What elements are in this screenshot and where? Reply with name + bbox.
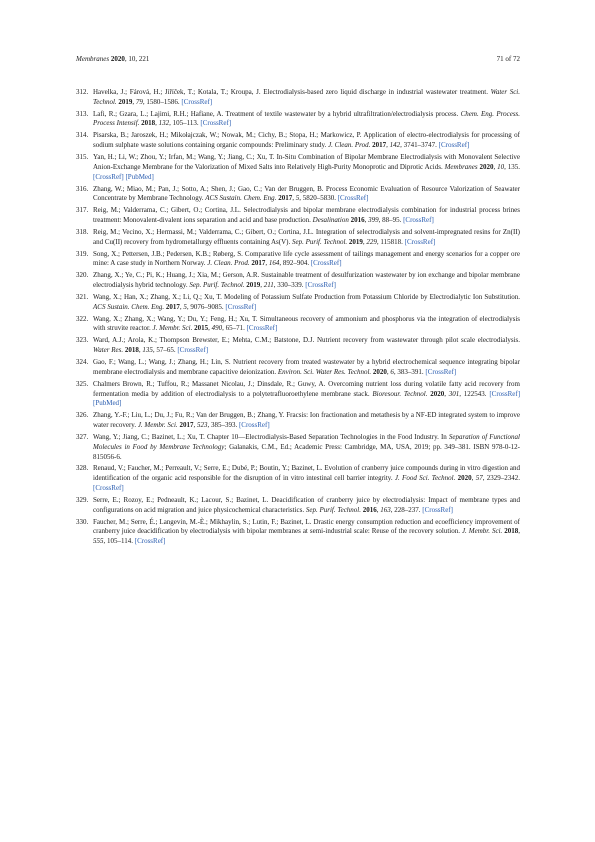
reference-year: 2017 xyxy=(179,421,194,430)
reference-item: 314. Pisarska, B.; Jaroszek, H.; Mikołajczak, W.; Nowak, M.; Cichy, B.; Stopa, H.; Markowicz, P. Application of electro-electrodialysis for processing of sodium sulphate waste solutions containing organic compounds: Preliminary study. J. Clean. Prod. 2017, 142, 3741–3747. [CrossRef] xyxy=(76,131,520,150)
reference-volume: 211 xyxy=(263,281,274,290)
reference-journal: ACS Sustain. Chem. Eng. xyxy=(205,194,277,203)
crossref-link[interactable]: [CrossRef] xyxy=(238,421,270,430)
reference-journal: Water Sci. Technol. xyxy=(93,88,521,106)
reference-item: 330. Faucher, M.; Serre, É.; Langevin, M.-È.; Mikhaylin, S.; Lutin, F.; Bazinet, L. Drastic energy consumption reduction and ecoefficiency improvement of cranberry juice deacidification by electrodialysis with bipolar membranes at semi-industrial scale: Reuse of the recovery solution. J. Membr. Sci. 2018, 555, 105–114. [CrossRef] xyxy=(76,517,520,546)
reference-number: 326. xyxy=(76,411,89,420)
reference-authors-title: Havelka, J.; Fárová, H.; Jiříček, T.; Kotala, T.; Kroupa, J. Electrodialysis-based zero liquid discharge in industrial wastewater treatment. xyxy=(93,88,488,96)
reference-journal: J. Clean. Prod. xyxy=(207,259,250,268)
reference-number: 324. xyxy=(76,358,89,367)
reference-pages: , 385–393. xyxy=(207,421,238,430)
reference-pages: , 88–95. xyxy=(378,216,402,225)
reference-number: 316. xyxy=(76,184,89,193)
reference-item: 325. Chalmers Brown, R.; Tuffou, R.; Massanet Nicolau, J.; Dinsdale, R.; Guwy, A. Overcoming nutrient loss during volatile fatty acid recovery from fermentation media by addition of electrodialysis to a polytetrafluoroethylene membrane stack. Bioresour. Technol. 2020, 301, 122543. [CrossRef] [PubMed] xyxy=(76,379,521,408)
reference-journal: J. Membr. Sci. xyxy=(152,324,193,333)
reference-pages: , 115818. xyxy=(376,237,403,246)
crossref-link[interactable]: [CrossRef] xyxy=(93,483,124,492)
reference-journal: ACS Sustain. Chem. Eng. xyxy=(93,302,165,311)
reference-pages: ; Galanakis, C.M., Ed.; Academic Press: Cambridge, MA, USA, 2019; pp. 349–381. ISBN 978-0-12-815056-6. xyxy=(93,442,521,461)
reference-authors-title: Ward, A.J.; Arola, K.; Thompson Brewster, E.; Mehta, C.M.; Batstone, D.J. Nutrient recovery from wastewater through pilot scale electrodialysis. xyxy=(93,336,520,345)
page-number: 71 of 72 xyxy=(496,55,520,63)
reference-volume: 555 xyxy=(93,537,104,546)
crossref-link[interactable]: [CrossRef] xyxy=(181,97,213,106)
reference-journal: J. Membr. Sci. xyxy=(461,527,503,536)
reference-authors-title: Wang, Y.; Jiang, C.; Bazinet, L.; Xu, T. Chapter 10—Electrodialysis-Based Separation Technologies in the Food Industry. In xyxy=(93,432,447,441)
reference-number: 314. xyxy=(76,131,89,140)
crossref-link[interactable]: [CrossRef] xyxy=(93,172,124,181)
reference-volume: 79 xyxy=(135,97,143,106)
reference-authors-title: Faucher, M.; Serre, É.; Langevin, M.-È.; Mikhaylin, S.; Lutin, F.; Bazinet, L. Drastic energy consumption reduction and ecoefficiency improvement of cranberry juice deacidification by electrodialysis with bipolar membranes at semi-industrial scale: Reuse of the recovery solution. xyxy=(93,517,520,536)
crossref-link[interactable]: [CrossRef] xyxy=(134,537,166,546)
crossref-link[interactable]: [CrossRef] xyxy=(200,119,232,128)
reference-authors-title: Serre, E.; Rozoy, E.; Pedneault, K.; Lacour, S.; Bazinet, L. Deacidification of cranberry juice by electrodialysis: Impact of membrane types and configurations on acid migration and juice physicochemical characteristics. xyxy=(93,495,520,514)
reference-authors-title: Reig, M.; Valderrama, C.; Gibert, O.; Cortina, J.L. Selectrodialysis and bipolar membrane electrodialysis combination for industrial process brines treatment: Monovalent-divalent ions separation and acid and base production. xyxy=(93,206,520,225)
crossref-link[interactable]: [CrossRef] xyxy=(403,216,434,225)
crossref-link[interactable]: [CrossRef] xyxy=(177,346,209,355)
reference-volume: 135 xyxy=(142,346,153,355)
reference-year: 2020 xyxy=(372,367,387,376)
reference-volume: 229 xyxy=(366,237,377,246)
reference-year: 2020 xyxy=(479,162,494,171)
reference-pages: , 65–71. xyxy=(222,324,245,333)
reference-authors-title: Song, X.; Pettersen, J.B.; Pedersen, K.B.; Røberg, S. Comparative life cycle assessment of tailings management and energy scenarios for a copper ore mine: A case study in Northern Norway. xyxy=(93,249,520,268)
reference-item: 312. Havelka, J.; Fárová, H.; Jiříček, T.; Kotala, T.; Kroupa, J. Electrodialysis-based zero liquid discharge in industrial wastewater treatment. Water Sci. Technol. 2019, 79, 1580–1586. [CrossRef] xyxy=(76,88,521,106)
reference-item: 318. Reig, M.; Vecino, X.; Hermassi, M.; Valderrama, C.; Gibert, O.; Cortina, J.L. Integration of selectrodialysis and solvent-impregnated resins for Zn(II) and Cu(II) recovery from hydrometallurgy effluents containing As(V). Sep. Purif. Technol. 2019, 229, 115818. [CrossRef] xyxy=(76,227,520,246)
journal-year: 2020 xyxy=(110,55,125,63)
reference-authors-title: Zhang, Y.-F.; Liu, L.; Du, J.; Fu, R.; Van der Bruggen, B.; Zhang, Y. Fracsis: Ion fractionation and metathesis by a NF-ED integrated system to improve water recovery. xyxy=(93,411,520,430)
reference-pages: , 57–65. xyxy=(152,346,176,355)
reference-authors-title: Gao, F.; Wang, L.; Wang, J.; Zhang, H.; Lin, S. Nutrient recovery from treated wastewater by a hybrid electrochemical sequence integrating bipolar membrane electrodialysis and membrane capacitive deionization. xyxy=(93,358,520,376)
reference-year: 2019 xyxy=(118,97,133,106)
reference-journal: Bioresour. Technol. xyxy=(372,389,428,398)
crossref-link[interactable]: [CrossRef] xyxy=(422,505,453,514)
reference-journal: Sep. Purif. Technol. xyxy=(189,281,245,290)
reference-number: 319. xyxy=(76,249,89,258)
pubmed-link[interactable]: [PubMed] xyxy=(93,399,122,408)
reference-volume: 301 xyxy=(448,389,460,398)
reference-year: 2016 xyxy=(350,216,365,225)
reference-journal: Sep. Purif. Technol. xyxy=(292,237,348,246)
crossref-link[interactable]: [CrossRef] xyxy=(425,367,457,376)
reference-year: 2017 xyxy=(278,194,293,203)
reference-pages: , 1580–1586. xyxy=(142,97,180,106)
crossref-link[interactable]: [CrossRef] xyxy=(305,281,336,290)
crossref-link[interactable]: [CrossRef] xyxy=(310,259,342,268)
journal-citation xyxy=(76,55,149,63)
reference-year: 2019 xyxy=(348,237,363,246)
crossref-link[interactable]: [CrossRef] xyxy=(438,141,470,150)
reference-journal: Chem. Eng. Process. Process Intensif. xyxy=(93,109,521,128)
page-header xyxy=(76,55,520,67)
reference-volume: 163 xyxy=(380,505,391,514)
reference-item: 316. Zhang, W.; Miao, M.; Pan, J.; Sotto, A.; Shen, J.; Gao, C.; Van der Bruggen, B. Process Economic Evaluation of Resource Valorization of Seawater Concentrate by Membrane Technology. ACS Sustain. Chem. Eng. 2017, 5, 5820–5830. [CrossRef] xyxy=(76,184,520,203)
reference-year: 2017 xyxy=(251,259,266,268)
crossref-link[interactable]: [CrossRef] xyxy=(225,302,257,311)
reference-journal: Separation of Functional Molecules in Food by Membrane Technology xyxy=(93,432,521,451)
pubmed-link[interactable]: [PubMed] xyxy=(125,172,154,181)
reference-volume: 132 xyxy=(158,119,170,128)
reference-item: 322. Wang, X.; Zhang, X.; Wang, Y.; Du, Y.; Feng, H.; Xu, T. Simultaneous recovery of ammonium and phosphorus via the integration of electrodialysis with struvite reactor. J. Membr. Sci. 2015, 490, 65–71. [CrossRef] xyxy=(76,314,520,333)
reference-authors-title: Wang, X.; Han, X.; Zhang, X.; Li, Q.; Xu, T. Modeling of Potassium Sulfate Production from Potassium Chloride by Electrodialytic Ion Substitution. xyxy=(93,292,520,301)
reference-pages: , 105–113. xyxy=(169,119,199,128)
reference-number: 322. xyxy=(76,314,89,323)
reference-item: 324. Gao, F.; Wang, L.; Wang, J.; Zhang, H.; Lin, S. Nutrient recovery from treated wastewater by a hybrid electrochemical sequence integrating bipolar membrane electrodialysis and membrane capacitive deionization. Environ. Sci. Water Res. Technol. 2020, 6, 383–391. [CrossRef] xyxy=(76,358,520,376)
reference-number: 325. xyxy=(76,379,89,388)
journal-volume: , 10, 221 xyxy=(124,55,150,63)
reference-authors-title: Lafi, R.; Gzara, L.; Lajimi, R.H.; Hafiane, A. Treatment of textile wastewater by a hybrid ultrafiltration/electrodialysis process. xyxy=(93,109,459,118)
reference-pages: , 5820–5830. xyxy=(299,194,336,203)
reference-pages: , 892–904. xyxy=(279,259,310,268)
reference-year: 2018 xyxy=(504,527,519,536)
crossref-link[interactable]: [CrossRef] xyxy=(246,324,278,333)
reference-authors-title: Pisarska, B.; Jaroszek, H.; Mikołajczak, W.; Nowak, M.; Cichy, B.; Stopa, H.; Markowicz, P. Application of electro-electrodialysis for processing of sodium sulphate waste solutions containing organic compounds: Preliminary study. xyxy=(93,131,520,150)
reference-volume: 57 xyxy=(475,474,483,483)
reference-journal: Environ. Sci. Water Res. Technol. xyxy=(277,367,372,376)
reference-list xyxy=(76,88,520,549)
reference-journal: J. Clean. Prod. xyxy=(328,141,371,150)
reference-number: 315. xyxy=(76,153,89,162)
reference-item: 329. Serre, E.; Rozoy, E.; Pedneault, K.; Lacour, S.; Bazinet, L. Deacidification of cranberry juice by electrodialysis: Impact of membrane types and configurations on acid migration and juice physicochemical characteristics. Sep. Purif. Technol. 2016, 163, 228–237. [CrossRef] xyxy=(76,495,520,514)
crossref-link[interactable]: [CrossRef] xyxy=(337,194,369,203)
reference-authors-title: Chalmers Brown, R.; Tuffou, R.; Massanet Nicolau, J.; Dinsdale, R.; Guwy, A. Overcoming nutrient loss during volatile fatty acid recovery from fermentation media by addition of electrodialysis to a polytetrafluoroethylene membrane stack. xyxy=(93,379,520,398)
reference-pages: , 105–114. xyxy=(103,537,133,546)
reference-number: 323. xyxy=(76,336,89,345)
reference-authors-title: Renaud, V.; Faucher, M.; Perreault, V.; Serre, E.; Dubé, P.; Boutin, Y.; Bazinet, L. Evolution of cranberry juice compounds during in vitro digestion and identification of the organic acid responsible for the disruption of in vitro intestinal cell barrier integrity. xyxy=(93,464,520,483)
reference-item: 326. Zhang, Y.-F.; Liu, L.; Du, J.; Fu, R.; Van der Bruggen, B.; Zhang, Y. Fracsis: Ion fractionation and metathesis by a NF-ED integrated system to improve water recovery. J. Membr. Sci. 2017, 523, 385–393. [CrossRef] xyxy=(76,411,520,430)
reference-number: 312. xyxy=(76,88,89,96)
reference-year: 2020 xyxy=(430,389,445,398)
reference-volume: 142 xyxy=(389,141,401,150)
reference-item: 321. Wang, X.; Han, X.; Zhang, X.; Li, Q.; Xu, T. Modeling of Potassium Sulfate Production from Potassium Chloride by Electrodialytic Ion Substitution. ACS Sustain. Chem. Eng. 2017, 5, 9076–9085. [CrossRef] xyxy=(76,292,520,311)
reference-year: 2018 xyxy=(124,346,139,355)
reference-pages: , 3741–3747. xyxy=(400,141,437,150)
reference-journal: Sep. Purif. Technol. xyxy=(305,505,361,514)
reference-year: 2017 xyxy=(165,302,180,311)
reference-number: 329. xyxy=(76,495,89,504)
reference-volume: 490 xyxy=(211,324,223,333)
reference-pages: , 383–391. xyxy=(393,367,424,376)
reference-volume: 5 xyxy=(295,194,300,203)
reference-authors-title: Wang, X.; Zhang, X.; Wang, Y.; Du, Y.; Feng, H.; Xu, T. Simultaneous recovery of ammonium and phosphorus via the integration of electrodialysis with struvite reactor. xyxy=(93,314,520,333)
reference-year: 2015 xyxy=(194,324,209,333)
reference-authors-title: Zhang, W.; Miao, M.; Pan, J.; Sotto, A.; Shen, J.; Gao, C.; Van der Bruggen, B. Process Economic Evaluation of Resource Valorization of Seawater Concentrate by Membrane Technology. xyxy=(93,184,520,203)
reference-item xyxy=(76,433,520,462)
reference-journal: J. Food Sci. Technol. xyxy=(394,474,456,483)
reference-authors-title: Yan, H.; Li, W.; Zhou, Y.; Irfan, M.; Wang, Y.; Jiang, C.; Xu, T. In-Situ Combination of Bipolar Membrane Electrodialysis with Monovalent Selective Anion-Exchange Membrane for the Valorization of Mixed Salts into Relatively High-Purity Monoprotic and Diprotic Acids. xyxy=(93,153,520,171)
reference-volume: 523 xyxy=(196,421,208,430)
reference-number: 327. xyxy=(76,432,89,441)
reference-pages: , 9076–9085. xyxy=(186,302,224,311)
reference-pages: , 122543. xyxy=(459,389,487,398)
reference-volume: 6 xyxy=(390,367,394,376)
reference-number: 313. xyxy=(76,109,89,118)
reference-item: 315. Yan, H.; Li, W.; Zhou, Y.; Irfan, M.; Wang, Y.; Jiang, C.; Xu, T. In-Situ Combination of Bipolar Membrane Electrodialysis with Monovalent Selective Anion-Exchange Membrane for the Valorization of Mixed Salts into Relatively High-Purity Monoprotic and Diprotic Acids. Membranes 2020, 10, 135. [CrossRef] [PubMed] xyxy=(76,153,521,181)
reference-pages: , 330–339. xyxy=(273,281,304,290)
reference-pages: , 135. xyxy=(504,162,521,171)
reference-journal: Membranes xyxy=(444,162,478,171)
reference-volume: 399 xyxy=(368,216,379,225)
reference-item: 313. Lafi, R.; Gzara, L.; Lajimi, R.H.; Hafiane, A. Treatment of textile wastewater by a hybrid ultrafiltration/electrodialysis process. Chem. Eng. Process. Process Intensif. 2018, 132, 105–113. [CrossRef] xyxy=(76,109,521,128)
reference-item: 320. Zhang, X.; Ye, C.; Pi, K.; Huang, J.; Xia, M.; Gerson, A.R. Sustainable treatment of desulfurization wastewater by ion exchange and bipolar membrane electrodialysis hybrid technology. Sep. Purif. Technol. 2019, 211, 330–339. [CrossRef] xyxy=(76,271,520,290)
reference-number: 317. xyxy=(76,206,89,215)
reference-item: 328. Renaud, V.; Faucher, M.; Perreault, V.; Serre, E.; Dubé, P.; Boutin, Y.; Bazinet, L. Evolution of cranberry juice compounds during in vitro digestion and identification of the organic acid responsible for the disruption of in vitro intestinal cell barrier integrity. J. Food Sci. Technol. 2020, 57, 2329–2342. [CrossRef] xyxy=(76,464,521,492)
reference-year: 2018 xyxy=(141,119,156,128)
reference-number: 330. xyxy=(76,517,89,526)
reference-item: 323. Ward, A.J.; Arola, K.; Thompson Brewster, E.; Mehta, C.M.; Batstone, D.J. Nutrient recovery from wastewater through pilot scale electrodialysis. Water Res. 2018, 135, 57–65. [CrossRef] xyxy=(76,336,520,355)
reference-item: 317. Reig, M.; Valderrama, C.; Gibert, O.; Cortina, J.L. Selectrodialysis and bipolar membrane electrodialysis combination for industrial process brines treatment: Monovalent-divalent ions separation and acid and base production. Desalination 2016, 399, 88–95. [CrossRef] xyxy=(76,206,520,225)
reference-item: 319. Song, X.; Pettersen, J.B.; Pedersen, K.B.; Røberg, S. Comparative life cycle assessment of tailings management and energy scenarios for a copper ore mine: A case study in Northern Norway. J. Clean. Prod. 2017, 164, 892–904. [CrossRef] xyxy=(76,249,520,268)
reference-year: 2017 xyxy=(372,141,387,150)
journal-name: Membranes xyxy=(76,55,110,63)
reference-year: 2016 xyxy=(362,505,377,514)
reference-volume: 10 xyxy=(497,162,505,171)
reference-number: 318. xyxy=(76,227,89,236)
reference-pages: , 228–237. xyxy=(390,505,421,514)
reference-volume: 5 xyxy=(183,302,187,311)
reference-journal: J. Membr. Sci. xyxy=(137,421,178,430)
reference-number: 320. xyxy=(76,271,89,280)
crossref-link[interactable]: [CrossRef] xyxy=(404,237,436,246)
reference-number: 321. xyxy=(76,292,89,301)
reference-year: 2019 xyxy=(246,281,261,290)
reference-journal: Desalination xyxy=(312,216,349,225)
reference-volume: 164 xyxy=(268,259,280,268)
crossref-link[interactable]: [CrossRef] xyxy=(489,389,521,398)
reference-authors-title: Reig, M.; Vecino, X.; Hermassi, M.; Valderrama, C.; Gibert, O.; Cortina, J.L. Integration of selectrodialysis and solvent-impregnated resins for Zn(II) and Cu(II) recovery from hydrometallurgy effluents containing As(V). xyxy=(93,227,520,246)
reference-authors-title: Zhang, X.; Ye, C.; Pi, K.; Huang, J.; Xia, M.; Gerson, A.R. Sustainable treatment of desulfurization wastewater by ion exchange and bipolar membrane electrodialysis hybrid technology. xyxy=(93,271,520,290)
reference-number: 328. xyxy=(76,464,89,473)
reference-year: 2020 xyxy=(457,474,472,483)
reference-pages: , 2329–2342. xyxy=(482,474,521,483)
reference-journal: Water Res. xyxy=(93,346,124,355)
